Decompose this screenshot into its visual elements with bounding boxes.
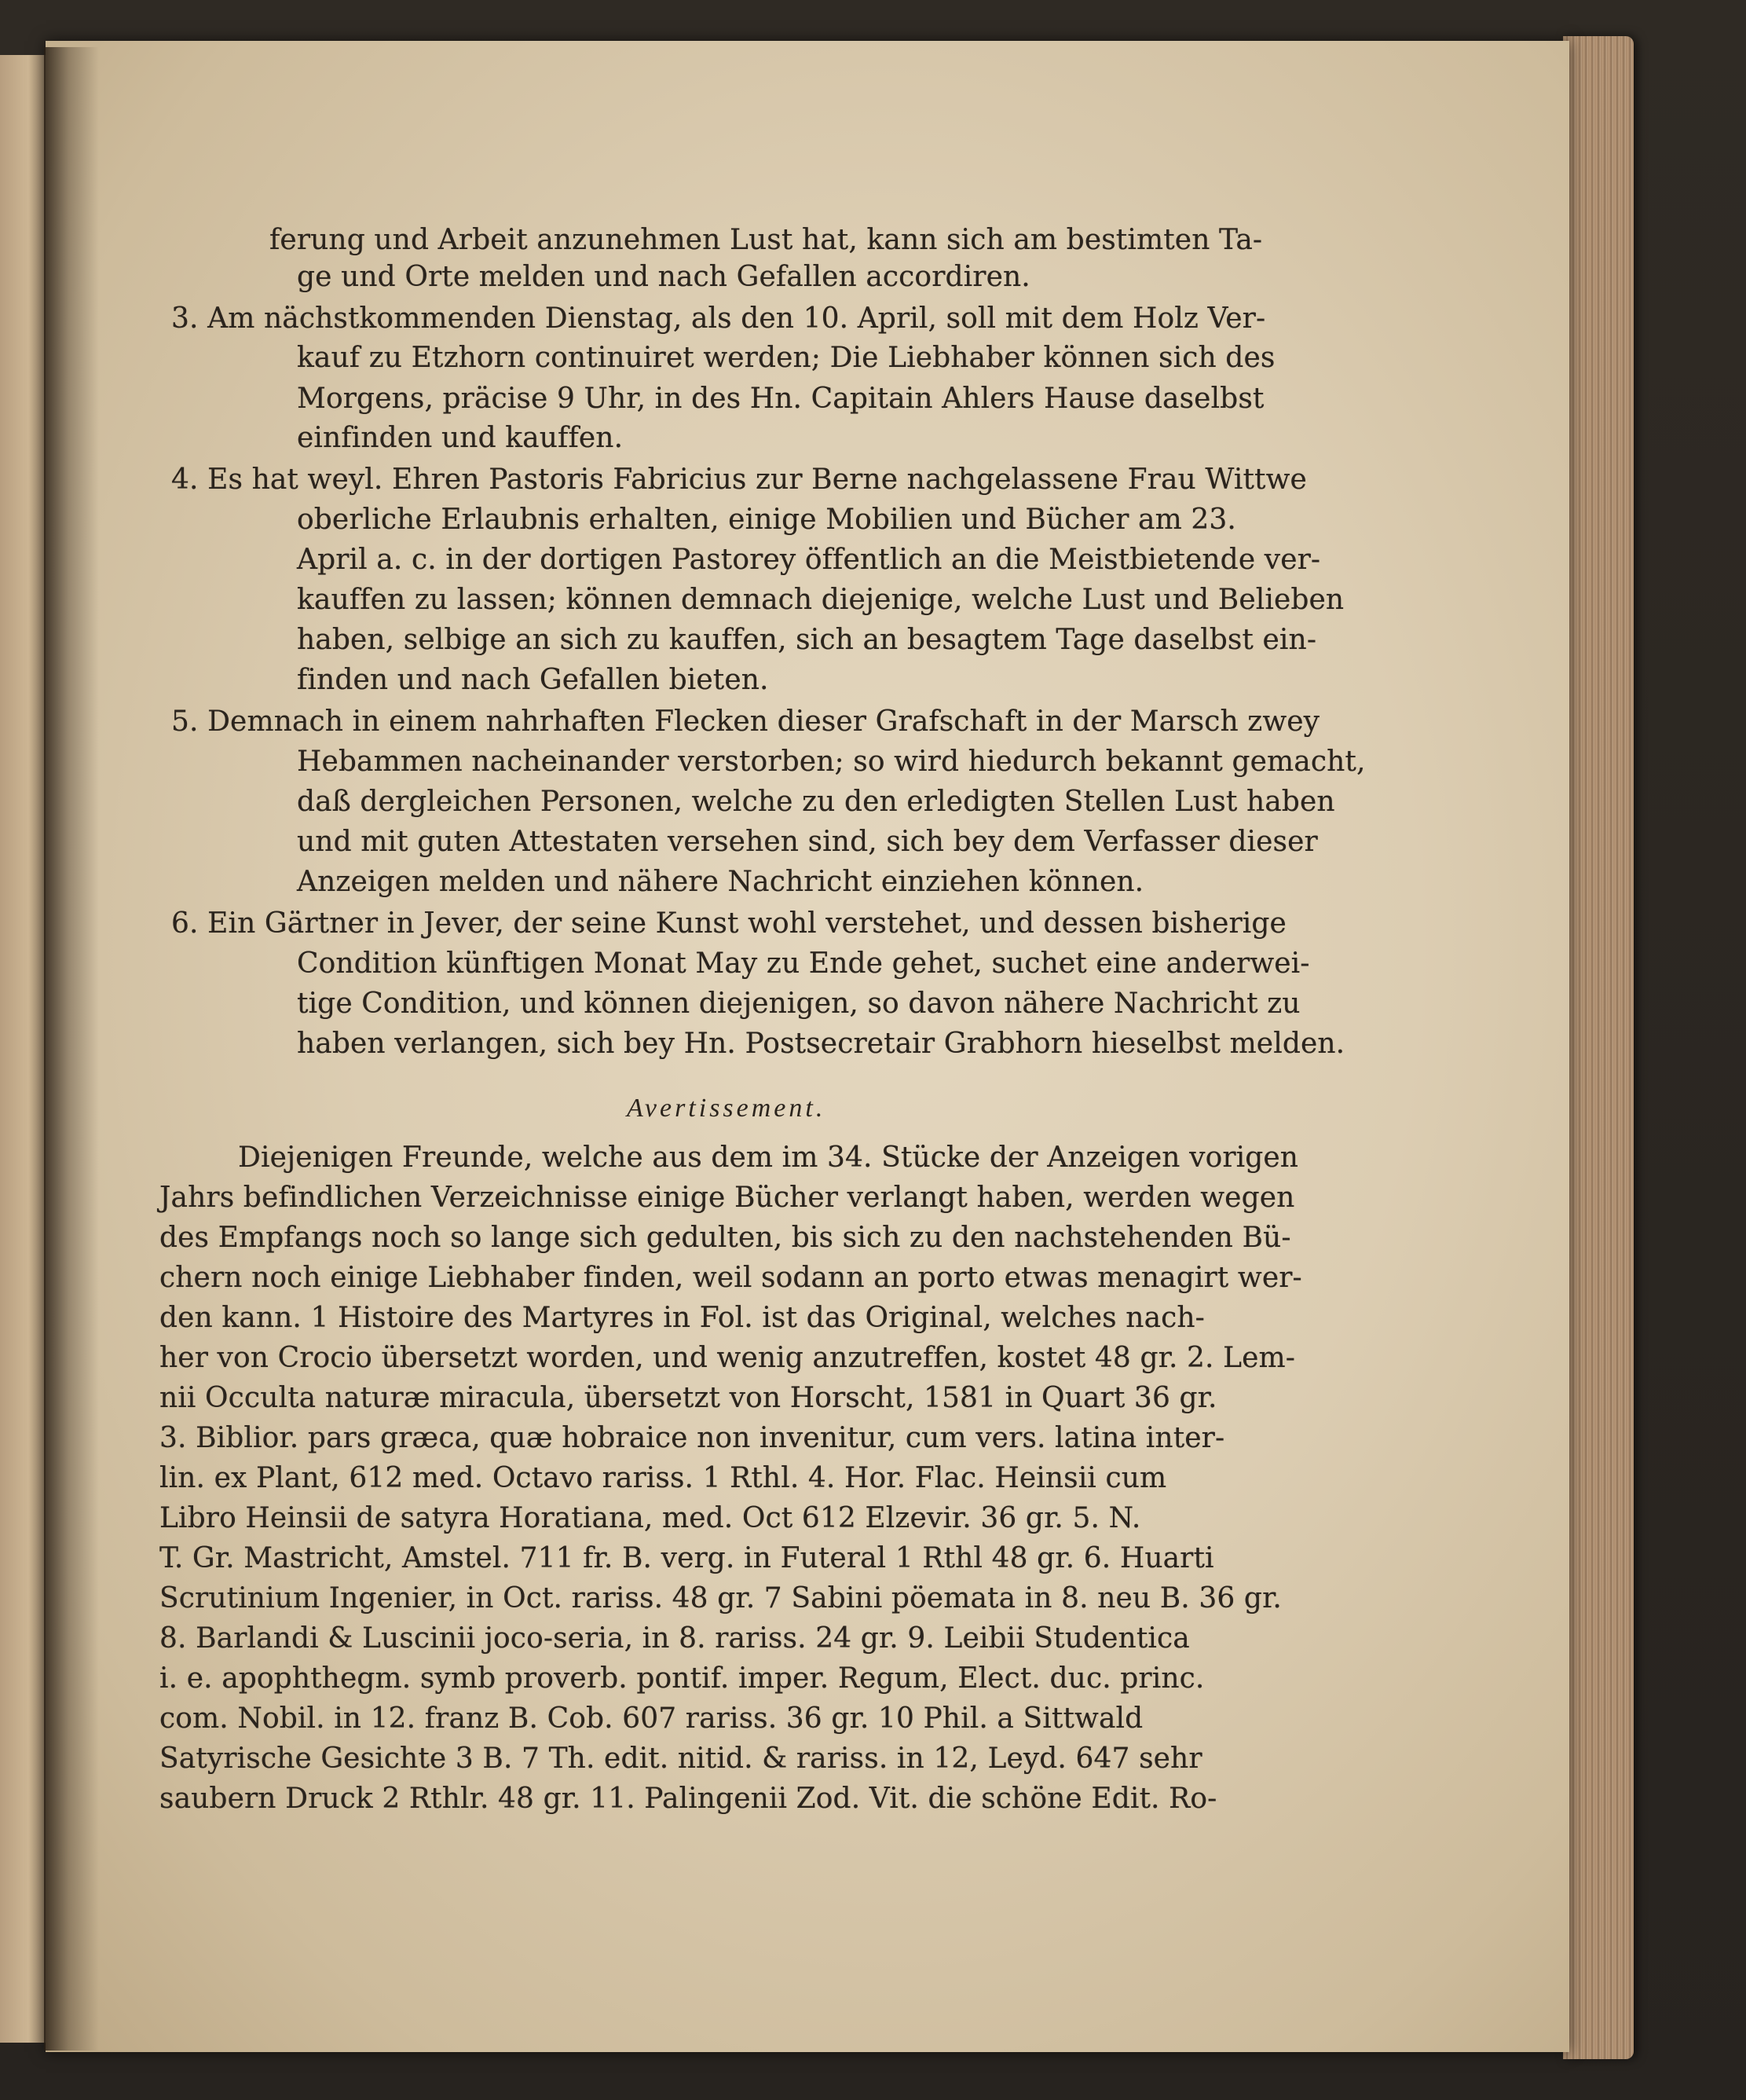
- text-line: 3. Am nächstkommenden Dienstag, als den 10. April, soll mit dem Holz Ver-: [171, 302, 1266, 335]
- text-line: haben verlangen, sich bey Hn. Postsecretair Grabhorn hieselbst melden.: [297, 1028, 1345, 1060]
- text-line: Morgens, präcise 9 Uhr, in des Hn. Capitain Ahlers Hause daselbst: [297, 383, 1265, 415]
- text-line: saubern Druck 2 Rthlr. 48 gr. 11. Palingenii Zod. Vit. die schöne Edit. Ro-: [159, 1783, 1217, 1815]
- text-line: lin. ex Plant, 612 med. Octavo rariss. 1 Rthl. 4. Hor. Flac. Heinsii cum: [159, 1462, 1167, 1494]
- text-line: i. e. apophthegm. symb proverb. pontif. imper. Regum, Elect. duc. princ.: [159, 1662, 1205, 1695]
- text-line: ferung und Arbeit anzunehmen Lust hat, kann sich am bestimten Ta-: [269, 224, 1263, 256]
- text-line: 8. Barlandi & Luscinii joco-seria, in 8. rariss. 24 gr. 9. Leibii Studentica: [159, 1622, 1190, 1655]
- text-line: Diejenigen Freunde, welche aus dem im 34. Stücke der Anzeigen vorigen: [238, 1142, 1299, 1174]
- text-line: 4. Es hat weyl. Ehren Pastoris Fabricius zur Berne nachgelassene Frau Wittwe: [171, 464, 1307, 496]
- text-line: 3. Biblior. pars græca, quæ hobraice non invenitur, cum vers. latina inter-: [159, 1422, 1225, 1454]
- text-line: T. Gr. Mastricht, Amstel. 711 fr. B. verg. in Futeral 1 Rthl 48 gr. 6. Huarti: [159, 1542, 1214, 1574]
- text-line: einfinden und kauffen.: [297, 422, 624, 454]
- text-line: Condition künftigen Monat May zu Ende gehet, suchet eine anderwei-: [297, 947, 1310, 980]
- text-line: com. Nobil. in 12. franz B. Cob. 607 rariss. 36 gr. 10 Phil. a Sittwald: [159, 1702, 1144, 1735]
- text-line: 6. Ein Gärtner in Jever, der seine Kunst wohl verstehet, und dessen bisherige: [171, 907, 1287, 940]
- text-line: des Empfangs noch so lange sich gedulten, bis sich zu den nachstehenden Bü-: [159, 1222, 1291, 1254]
- text-line: April a. c. in der dortigen Pastorey öffentlich an die Meistbietende ver-: [297, 544, 1321, 576]
- text-line: finden und nach Gefallen bieten.: [297, 664, 769, 696]
- text-line: Hebammen nacheinander verstorben; so wird hiedurch bekannt gemacht,: [297, 746, 1366, 778]
- text-line: haben, selbige an sich zu kauffen, sich an besagtem Tage daselbst ein-: [297, 624, 1317, 656]
- text-line: her von Crocio übersetzt worden, und wenig anzutreffen, kostet 48 gr. 2. Lem-: [159, 1342, 1296, 1374]
- text-line: Satyrische Gesichte 3 B. 7 Th. edit. nitid. & rariss. in 12, Leyd. 647 sehr: [159, 1743, 1202, 1775]
- text-line: und mit guten Attestaten versehen sind, sich bey dem Verfasser dieser: [297, 826, 1318, 858]
- text-line: kauf zu Etzhorn continuiret werden; Die Liebhaber können sich des: [297, 342, 1276, 374]
- text-line: den kann. 1 Histoire des Martyres in Fol. ist das Original, welches nach-: [159, 1302, 1205, 1334]
- section-heading: Avertissement.: [627, 1094, 826, 1123]
- text-line: tige Condition, und können diejenigen, so davon nähere Nachricht zu: [297, 988, 1301, 1020]
- left-facing-page: [0, 55, 49, 2043]
- text-line: chern noch einige Liebhaber finden, weil sodann an porto etwas menagirt wer-: [159, 1262, 1302, 1294]
- page-edges: [1563, 36, 1634, 2059]
- text-line: 5. Demnach in einem nahrhaften Flecken dieser Grafschaft in der Marsch zwey: [171, 705, 1320, 738]
- text-line: ge und Orte melden und nach Gefallen accordiren.: [297, 261, 1030, 293]
- text-line: daß dergleichen Personen, welche zu den erledigten Stellen Lust haben: [297, 786, 1335, 818]
- text-line: Scrutinium Ingenier, in Oct. rariss. 48 gr. 7 Sabini pöemata in 8. neu B. 36 gr.: [159, 1582, 1282, 1614]
- text-line: kauffen zu lassen; können demnach diejenige, welche Lust und Belieben: [297, 584, 1345, 616]
- text-line: nii Occulta naturæ miracula, übersetzt von Horscht, 1581 in Quart 36 gr.: [159, 1382, 1217, 1414]
- text-line: Anzeigen melden und nähere Nachricht einziehen können.: [297, 866, 1144, 898]
- text-line: Jahrs befindlichen Verzeichnisse einige Bücher verlangt haben, werden wegen: [159, 1182, 1295, 1214]
- text-line: Libro Heinsii de satyra Horatiana, med. Oct 612 Elzevir. 36 gr. 5. N.: [159, 1502, 1141, 1534]
- book-page: [46, 41, 1569, 2052]
- text-line: oberliche Erlaubnis erhalten, einige Mobilien und Bücher am 23.: [297, 504, 1236, 536]
- text-body: [46, 41, 1569, 2052]
